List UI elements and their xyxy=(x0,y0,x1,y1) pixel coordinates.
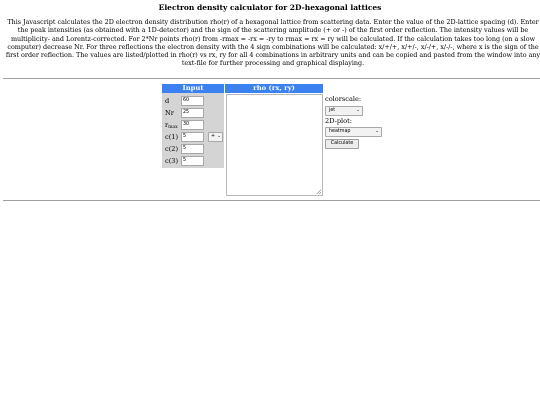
plot-type-select[interactable] xyxy=(325,127,382,137)
colorscale-select[interactable] xyxy=(325,106,363,116)
rmax-input[interactable]: 30 xyxy=(181,120,204,130)
input-panel xyxy=(162,84,224,168)
sign-select[interactable] xyxy=(208,132,223,142)
calculate-button[interactable]: Calculate xyxy=(325,139,359,149)
resize-handle-icon[interactable] xyxy=(316,189,321,194)
c2-input[interactable]: 5 xyxy=(181,144,204,154)
label-rmax: $r_{max}$ xyxy=(165,121,178,130)
output-textarea[interactable] xyxy=(226,94,323,196)
label-c3: c(3) xyxy=(165,157,179,165)
top-divider xyxy=(3,78,540,79)
page-title: Electron density calculator for 2D-hexagonal lattices xyxy=(158,3,382,12)
d-input[interactable]: 60 xyxy=(181,96,204,106)
chevron-down-icon: ⌄ xyxy=(217,134,221,139)
label-nr: Nr xyxy=(165,109,174,117)
colorscale-label: colorscale: xyxy=(325,95,362,103)
bottom-divider xyxy=(3,200,540,201)
c1-input[interactable]: 5 xyxy=(181,132,204,142)
intro-text: This Javascript calculates the 2D electron density distribution rho(r) of a hexagonal lattice from scattering data. Enter the value of the 2D-lattice spacing (d). Enter the peak intensities (as obtained with a 1D-detector) and the sign of the scattering amplitude (+ or -) of the first order reflection. The intensity values will be multiplicity- and Lorentz-corrected. For 2*Nr points rho(r) from -rmax = -rx = -ry to rmax = rx = ry will be calculated. If the calculation takes too long (on a slow computer) decrease Nr. For three reflections the electron density with the 4 sign combinations will be calculated: x/+/+, x/+/-, x/-/+, x/-/-, where x is the sign of the first order reflection. The values are listed/plotted in rho(r) vs rx, ry for all 4 combinations in arbitrary units and can be copied and pasted from the window into any text-file for further processing and graphical displaying. xyxy=(5,18,540,68)
c3-input[interactable]: 5 xyxy=(181,156,204,166)
colorscale-value: jet xyxy=(329,108,336,113)
plot-type-label: 2D-plot: xyxy=(325,117,353,125)
label-d: d xyxy=(165,97,170,105)
nr-input[interactable]: 25 xyxy=(181,108,204,118)
output-header: rho (rx, ry) xyxy=(225,84,323,93)
label-c1: c(1) xyxy=(165,133,179,141)
output-panel xyxy=(225,84,323,93)
chevron-down-icon: ⌄ xyxy=(356,108,360,113)
plot-type-value: heatmap xyxy=(329,129,351,134)
input-header: Input xyxy=(162,84,224,93)
sign-select-value: + xyxy=(211,134,216,139)
label-c2: c(2) xyxy=(165,145,179,153)
chevron-down-icon: ⌄ xyxy=(375,129,379,134)
